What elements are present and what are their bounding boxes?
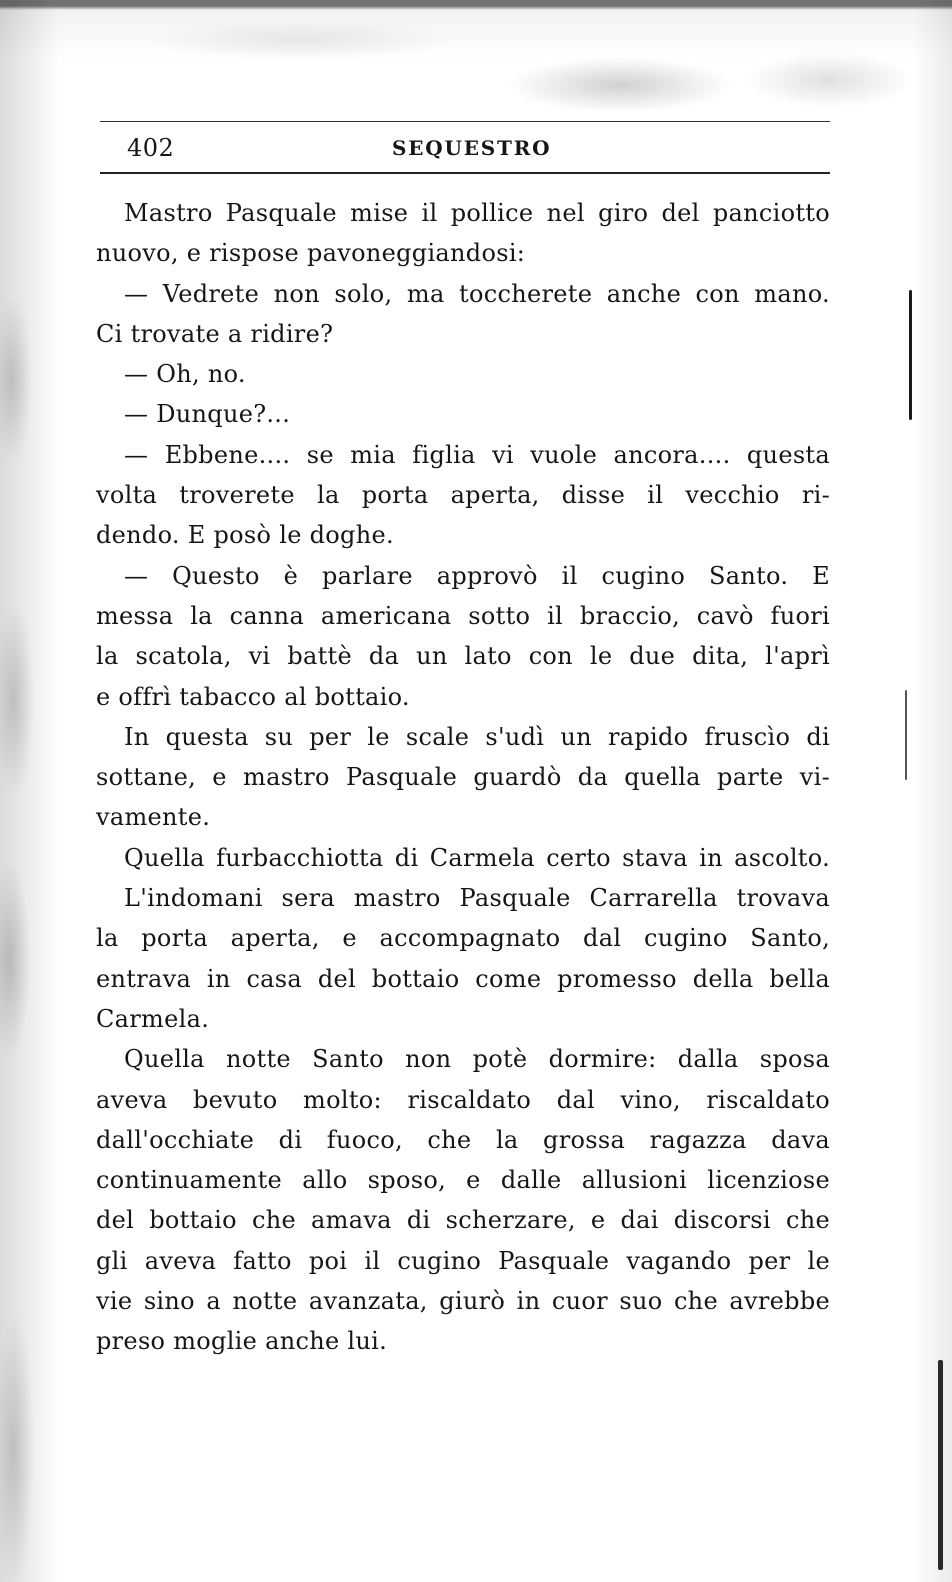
text-line: la scatola, vi battè da un lato con le due dita, l'aprì (96, 642, 830, 671)
text-line: continuamente allo sposo, e dalle allusioni licenziose (96, 1166, 830, 1195)
text-line: dall'occhiate di fuoco, che la grossa ragazza dava (96, 1125, 830, 1154)
text-line: — Questo è parlare approvò il cugino Santo. E (124, 561, 830, 590)
text-line: e offrì tabacco al bottaio. (96, 682, 410, 711)
text-line: gli aveva fatto poi il cugino Pasquale vagando per le (96, 1246, 830, 1275)
text-line: entrava in casa del bottaio come promesso della bella (96, 964, 830, 993)
header-rule-bottom (100, 172, 830, 174)
text-line: Carmela. (96, 1004, 210, 1033)
text-line: vamente. (96, 803, 211, 832)
text-line: messa la canna americana sotto il braccio, cavò fuori (96, 601, 830, 630)
text-line: dendo. E posò le doghe. (96, 521, 394, 550)
text-line: — Oh, no. (124, 360, 246, 389)
text-line: L'indomani sera mastro Pasquale Carrarella trovava (124, 884, 830, 913)
text-line: vie sino a notte avanzata, giurò in cuor suo che avrebbe (96, 1287, 830, 1316)
text-line: — Vedrete non solo, ma toccherete anche con mano. (124, 279, 830, 308)
text-line: volta troverete la porta aperta, disse il vecchio ri- (96, 481, 830, 510)
text-line: la porta aperta, e accompagnato dal cugino Santo, (96, 924, 830, 953)
page-edge-mark (909, 290, 912, 420)
header-rule-top (100, 121, 830, 122)
page-edge-mark (938, 1360, 943, 1570)
text-line: preso moglie anche lui. (96, 1327, 388, 1356)
text-line: aveva bevuto molto: riscaldato dal vino, riscaldato (96, 1085, 830, 1114)
text-line: Quella notte Santo non potè dormire: dalla sposa (124, 1045, 830, 1074)
text-line: — Dunque?... (124, 400, 291, 429)
text-line: Ci trovate a ridire? (96, 319, 334, 348)
text-line: nuovo, e rispose pavoneggiandosi: (96, 239, 526, 268)
running-title: SEQUESTRO (392, 136, 552, 160)
scan-shadow-top (0, 0, 952, 110)
text-line: Mastro Pasquale mise il pollice nel giro del panciotto (124, 199, 830, 227)
text-line: — Ebbene.... se mia figlia vi vuole ancora.... questa (124, 440, 830, 469)
text-line: sottane, e mastro Pasquale guardò da quella parte vi- (96, 763, 830, 792)
page-edge-mark (905, 690, 907, 780)
scan-shadow-right (902, 0, 952, 1582)
body-text (96, 193, 830, 1362)
text-line: del bottaio che amava di scherzare, e dai discorsi che (96, 1206, 830, 1235)
text-line: Quella furbacchiotta di Carmela certo stava in ascolto. (124, 843, 830, 872)
text-line: In questa su per le scale s'udì un rapido fruscìo di (124, 722, 830, 751)
page-number: 402 (127, 134, 175, 162)
scan-shadow-left (0, 0, 70, 1582)
